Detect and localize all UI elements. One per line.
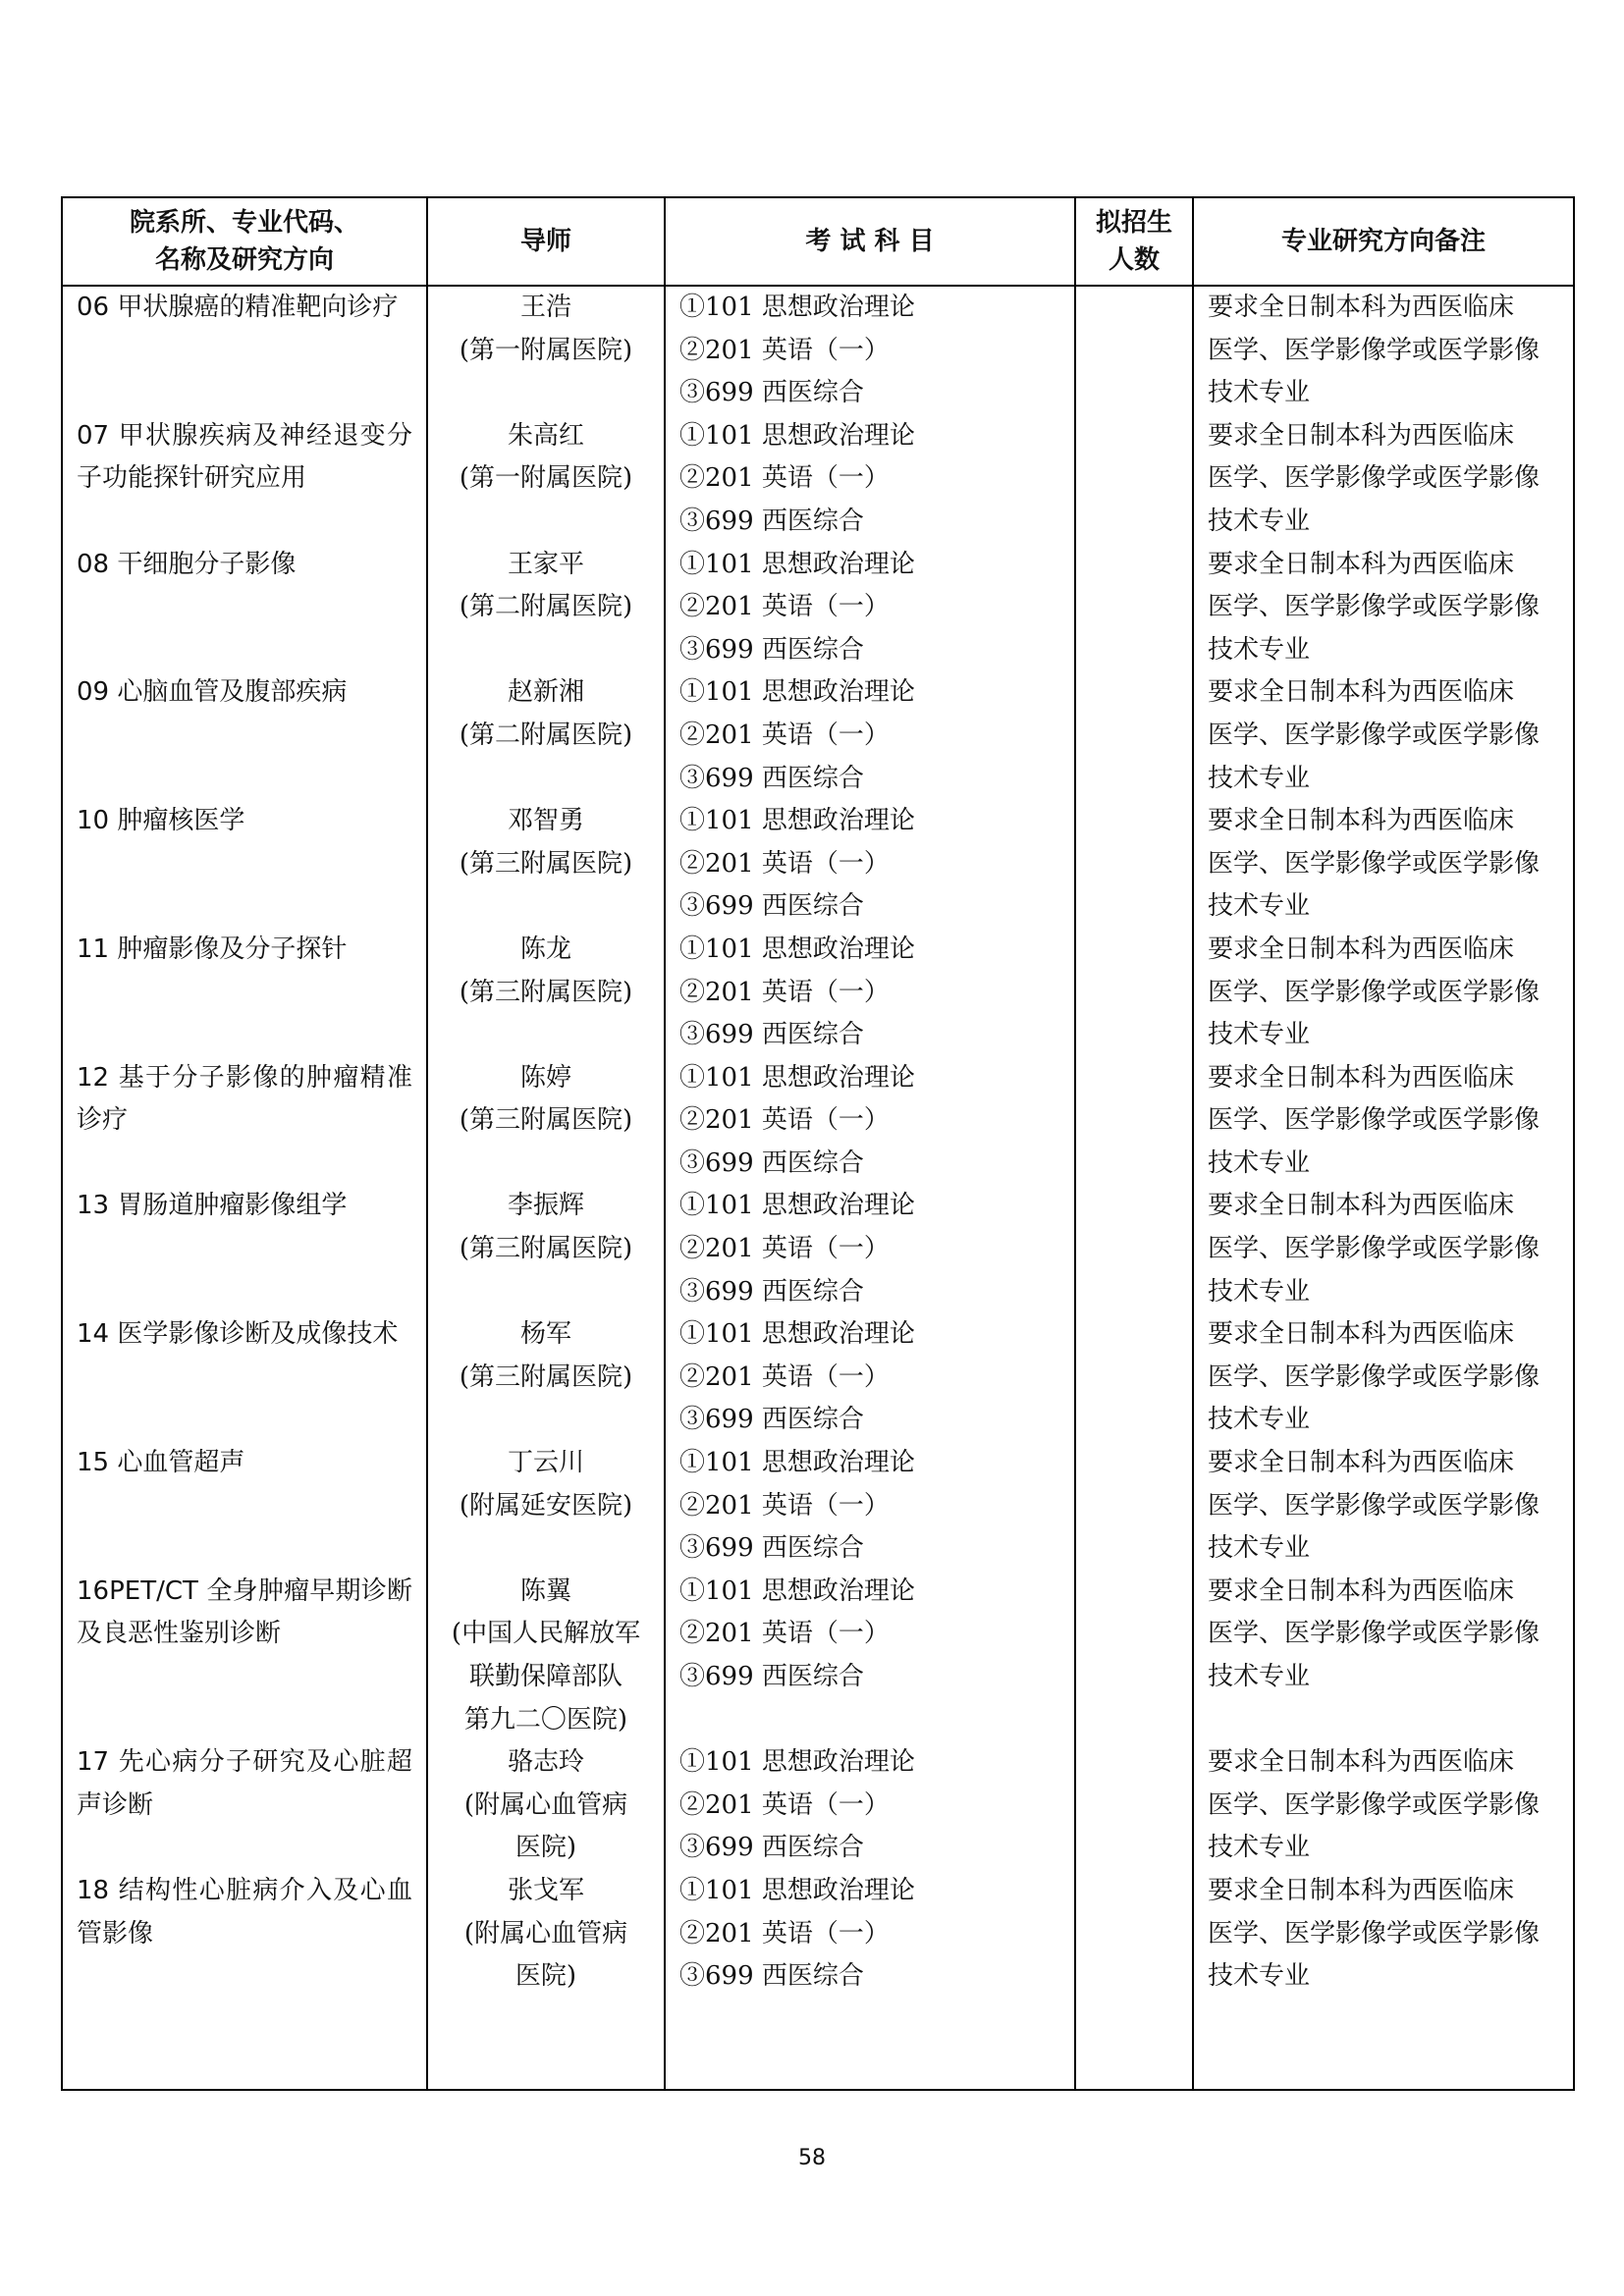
- note-line: 技术专业: [1208, 1961, 1311, 1992]
- note-line: 技术专业: [1208, 506, 1311, 536]
- cell-note: [1193, 1442, 1574, 1571]
- note-line: 技术专业: [1208, 634, 1311, 665]
- cell-direction: [62, 1313, 427, 1442]
- exam-subject: ③699 西医综合: [679, 634, 864, 665]
- header-advisor: 导师: [427, 197, 665, 286]
- exam-subject: ②201 英语（一）: [679, 1789, 890, 1820]
- advisor-affiliation: (第二附属医院): [459, 720, 633, 750]
- exam-subject: ①101 思想政治理论: [679, 1747, 915, 1778]
- note-line: 要求全日制本科为西医临床: [1208, 293, 1515, 322]
- table-row: [62, 929, 1574, 1057]
- exam-subject: ③699 西医综合: [679, 1276, 864, 1307]
- cell-note: [1193, 1571, 1574, 1741]
- cell-quota: [1075, 1571, 1193, 1741]
- note-line: 技术专业: [1208, 1405, 1311, 1435]
- note-line: 医学、医学影像学或医学影像: [1208, 1234, 1541, 1264]
- exam-subject: ③699 西医综合: [679, 1662, 864, 1691]
- note-line: 要求全日制本科为西医临床: [1208, 1747, 1515, 1778]
- header-note: 专业研究方向备注: [1193, 197, 1574, 286]
- advisor-affiliation: (第三附属医院): [459, 977, 633, 1007]
- exam-subject: ①101 思想政治理论: [679, 420, 915, 451]
- cell-direction: [62, 1741, 427, 1870]
- exam-subject: ②201 英语（一）: [679, 1490, 890, 1521]
- direction-name: 肿瘤核医学: [117, 806, 245, 836]
- advisor-affiliation: (第三附属医院): [459, 1362, 633, 1392]
- direction-name: 基于分子影像的肿瘤精准诊疗: [77, 1062, 412, 1136]
- cell-direction: [62, 1571, 427, 1741]
- note-line: 技术专业: [1208, 1533, 1311, 1564]
- header-dept-line1: 院系所、专业代码、: [129, 208, 359, 238]
- cell-advisor: [427, 1571, 665, 1741]
- cell-advisor: [427, 1442, 665, 1571]
- direction-name: 胃肠道肿瘤影像组学: [117, 1191, 348, 1221]
- cell-direction: [62, 1185, 427, 1313]
- note-line: 要求全日制本科为西医临床: [1208, 1575, 1515, 1606]
- note-line: 医学、医学影像学或医学影像: [1208, 977, 1541, 1007]
- note-line: 医学、医学影像学或医学影像: [1208, 592, 1541, 622]
- advisor-name: 王家平: [507, 549, 584, 579]
- direction-code: 07: [77, 420, 110, 451]
- cell-exam-subjects: [665, 1057, 1075, 1186]
- advisor-affiliation: (附属延安医院): [459, 1490, 633, 1521]
- advisor-name: 李振辉: [507, 1191, 584, 1221]
- table-row: [62, 1741, 1574, 1870]
- cell-advisor: [427, 929, 665, 1057]
- exam-subject: ①101 思想政治理论: [679, 549, 915, 579]
- exam-subject: ②201 英语（一）: [679, 720, 890, 750]
- exam-subject: ③699 西医综合: [679, 1833, 864, 1863]
- cell-advisor: [427, 1870, 665, 1999]
- direction-code: 12: [77, 1062, 110, 1093]
- advisor-affiliation: (第一附属医院): [459, 463, 633, 494]
- advisor-name: 丁云川: [507, 1448, 584, 1478]
- table-row: [62, 415, 1574, 544]
- note-line: 要求全日制本科为西医临床: [1208, 934, 1515, 964]
- cell-direction: [62, 671, 427, 800]
- advisor-name: 陈龙: [519, 934, 571, 964]
- cell-direction: [62, 415, 427, 544]
- cell-quota: [1075, 544, 1193, 672]
- advisor-affiliation: (第三附属医院): [459, 1105, 633, 1136]
- note-line: 技术专业: [1208, 1662, 1311, 1691]
- empty-cell: [427, 1999, 665, 2090]
- cell-exam-subjects: [665, 1313, 1075, 1442]
- advisor-affiliation: (第一附属医院): [459, 335, 633, 365]
- cell-exam-subjects: [665, 1741, 1075, 1870]
- exam-subject: ②201 英语（一）: [679, 335, 890, 365]
- empty-cell: [665, 1999, 1075, 2090]
- exam-subject: ③699 西医综合: [679, 763, 864, 793]
- cell-exam-subjects: [665, 1185, 1075, 1313]
- advisor-affiliation: 医院): [514, 1833, 577, 1863]
- note-line: 要求全日制本科为西医临床: [1208, 549, 1515, 579]
- advisor-affiliation: 第九二〇医院): [463, 1704, 628, 1735]
- advisor-affiliation: (附属心血管病: [463, 1789, 628, 1820]
- table-row: [62, 800, 1574, 929]
- exam-subject: ①101 思想政治理论: [679, 1319, 915, 1350]
- note-line: 技术专业: [1208, 1148, 1311, 1178]
- header-quota: [1075, 197, 1193, 286]
- cell-direction: [62, 929, 427, 1057]
- cell-note: [1193, 1741, 1574, 1870]
- exam-subject: ③699 西医综合: [679, 1961, 864, 1992]
- note-line: 要求全日制本科为西医临床: [1208, 1062, 1515, 1093]
- note-line: 要求全日制本科为西医临床: [1208, 420, 1515, 451]
- exam-subject: ③699 西医综合: [679, 1020, 864, 1050]
- direction-code: 13: [77, 1191, 110, 1221]
- note-line: 技术专业: [1208, 1833, 1311, 1863]
- note-line: 要求全日制本科为西医临床: [1208, 677, 1515, 708]
- header-dept-line2: 名称及研究方向: [154, 245, 334, 275]
- exam-subject: ②201 英语（一）: [679, 1619, 890, 1649]
- direction-code: 18: [77, 1875, 110, 1905]
- cell-direction: [62, 1057, 427, 1186]
- note-line: 医学、医学影像学或医学影像: [1208, 720, 1541, 750]
- note-line: 医学、医学影像学或医学影像: [1208, 463, 1541, 494]
- advisor-name: 骆志玲: [507, 1747, 584, 1778]
- advisor-name: 赵新湘: [507, 677, 584, 708]
- advisor-affiliation: (第三附属医院): [459, 1234, 633, 1264]
- cell-direction: [62, 544, 427, 672]
- note-line: 医学、医学影像学或医学影像: [1208, 1490, 1541, 1521]
- exam-subject: ①101 思想政治理论: [679, 1191, 915, 1221]
- cell-exam-subjects: [665, 544, 1075, 672]
- note-line: 要求全日制本科为西医临床: [1208, 806, 1515, 836]
- direction-code: 17: [77, 1747, 110, 1778]
- cell-quota: [1075, 1185, 1193, 1313]
- cell-advisor: [427, 286, 665, 415]
- table-row: [62, 1313, 1574, 1442]
- cell-exam-subjects: [665, 800, 1075, 929]
- direction-name: 结构性心脏病介入及心血管影像: [77, 1875, 412, 1949]
- note-line: 医学、医学影像学或医学影像: [1208, 848, 1541, 879]
- exam-subject: ①101 思想政治理论: [679, 806, 915, 836]
- admission-table-container: [61, 196, 1573, 2091]
- table-row: [62, 1442, 1574, 1571]
- direction-code: 16PET/CT: [77, 1575, 198, 1606]
- note-line: 技术专业: [1208, 1020, 1311, 1050]
- cell-quota: [1075, 1057, 1193, 1186]
- cell-advisor: [427, 671, 665, 800]
- cell-advisor: [427, 1057, 665, 1186]
- cell-advisor: [427, 1741, 665, 1870]
- direction-code: 08: [77, 549, 110, 579]
- header-quota-line1: 拟招生: [1095, 208, 1172, 238]
- advisor-name: 陈翼: [519, 1575, 571, 1606]
- note-line: 医学、医学影像学或医学影像: [1208, 1789, 1541, 1820]
- exam-subject: ①101 思想政治理论: [679, 1448, 915, 1478]
- cell-exam-subjects: [665, 415, 1075, 544]
- advisor-affiliation: (附属心血管病: [463, 1918, 628, 1949]
- cell-quota: [1075, 1870, 1193, 1999]
- advisor-name: 张戈军: [507, 1875, 584, 1905]
- exam-subject: ③699 西医综合: [679, 506, 864, 536]
- cell-direction: [62, 1870, 427, 1999]
- cell-direction: [62, 800, 427, 929]
- header-exam: 考 试 科 目: [665, 197, 1075, 286]
- empty-cell: [1193, 1999, 1574, 2090]
- table-header-row: [62, 197, 1574, 286]
- exam-subject: ③699 西医综合: [679, 1533, 864, 1564]
- exam-subject: ②201 英语（一）: [679, 977, 890, 1007]
- cell-exam-subjects: [665, 1442, 1075, 1571]
- direction-name: 先心病分子研究及心脏超声诊断: [77, 1747, 412, 1820]
- exam-subject: ②201 英语（一）: [679, 1362, 890, 1392]
- empty-cell: [1075, 1999, 1193, 2090]
- table-body: [62, 286, 1574, 2090]
- header-dept: [62, 197, 427, 286]
- exam-subject: ②201 英语（一）: [679, 1918, 890, 1949]
- cell-note: [1193, 671, 1574, 800]
- direction-code: 11: [77, 934, 110, 964]
- advisor-name: 朱高红: [507, 420, 584, 451]
- direction-name: 甲状腺癌的精准靶向诊疗: [117, 293, 399, 322]
- table-row: [62, 286, 1574, 415]
- direction-code: 14: [77, 1319, 110, 1350]
- cell-note: [1193, 800, 1574, 929]
- exam-subject: ①101 思想政治理论: [679, 677, 915, 708]
- cell-note: [1193, 286, 1574, 415]
- cell-quota: [1075, 800, 1193, 929]
- cell-advisor: [427, 800, 665, 929]
- note-line: 要求全日制本科为西医临床: [1208, 1448, 1515, 1478]
- direction-name: 心脑血管及腹部疾病: [117, 677, 348, 708]
- direction-name: 肿瘤影像及分子探针: [117, 934, 348, 964]
- exam-subject: ③699 西医综合: [679, 378, 864, 408]
- cell-exam-subjects: [665, 929, 1075, 1057]
- note-line: 医学、医学影像学或医学影像: [1208, 1105, 1541, 1136]
- cell-exam-subjects: [665, 286, 1075, 415]
- cell-note: [1193, 415, 1574, 544]
- note-line: 技术专业: [1208, 1276, 1311, 1307]
- cell-quota: [1075, 1741, 1193, 1870]
- direction-name: 干细胞分子影像: [117, 549, 297, 579]
- direction-name: 全身肿瘤早期诊断及良恶性鉴别诊断: [77, 1575, 412, 1649]
- direction-code: 15: [77, 1448, 110, 1478]
- note-line: 技术专业: [1208, 891, 1311, 922]
- cell-note: [1193, 1870, 1574, 1999]
- cell-note: [1193, 544, 1574, 672]
- cell-note: [1193, 1057, 1574, 1186]
- advisor-affiliation: 医院): [514, 1961, 577, 1992]
- exam-subject: ①101 思想政治理论: [679, 293, 915, 322]
- advisor-name: 王浩: [519, 293, 571, 322]
- advisor-name: 邓智勇: [507, 806, 584, 836]
- table-bottom-spacer: [62, 1999, 1574, 2090]
- exam-subject: ②201 英语（一）: [679, 848, 890, 879]
- exam-subject: ②201 英语（一）: [679, 1234, 890, 1264]
- cell-note: [1193, 1185, 1574, 1313]
- cell-quota: [1075, 415, 1193, 544]
- note-line: 技术专业: [1208, 763, 1311, 793]
- note-line: 医学、医学影像学或医学影像: [1208, 1918, 1541, 1949]
- note-line: 要求全日制本科为西医临床: [1208, 1875, 1515, 1905]
- direction-code: 06: [77, 293, 110, 322]
- note-line: 医学、医学影像学或医学影像: [1208, 1619, 1541, 1649]
- cell-exam-subjects: [665, 1571, 1075, 1741]
- cell-advisor: [427, 544, 665, 672]
- cell-direction: [62, 1442, 427, 1571]
- table-row: [62, 1571, 1574, 1741]
- direction-name: 医学影像诊断及成像技术: [117, 1319, 399, 1350]
- table-row: [62, 544, 1574, 672]
- cell-direction: [62, 286, 427, 415]
- cell-quota: [1075, 929, 1193, 1057]
- advisor-affiliation: (第三附属医院): [459, 848, 633, 879]
- exam-subject: ③699 西医综合: [679, 1148, 864, 1178]
- direction-name: 甲状腺疾病及神经退变分子功能探针研究应用: [77, 420, 412, 494]
- page-number: 58: [798, 2146, 826, 2170]
- exam-subject: ②201 英语（一）: [679, 592, 890, 622]
- cell-advisor: [427, 1313, 665, 1442]
- note-line: 要求全日制本科为西医临床: [1208, 1191, 1515, 1221]
- cell-quota: [1075, 671, 1193, 800]
- empty-cell: [62, 1999, 427, 2090]
- direction-code: 10: [77, 806, 110, 836]
- table-row: [62, 1185, 1574, 1313]
- advisor-name: 杨军: [519, 1319, 571, 1350]
- table-row: [62, 671, 1574, 800]
- note-line: 医学、医学影像学或医学影像: [1208, 335, 1541, 365]
- cell-advisor: [427, 415, 665, 544]
- cell-note: [1193, 929, 1574, 1057]
- advisor-affiliation: (中国人民解放军: [451, 1619, 641, 1649]
- cell-quota: [1075, 1313, 1193, 1442]
- exam-subject: ③699 西医综合: [679, 1405, 864, 1435]
- table-row: [62, 1057, 1574, 1186]
- advisor-name: 陈婷: [519, 1062, 571, 1093]
- cell-quota: [1075, 286, 1193, 415]
- admission-table: [61, 196, 1575, 2091]
- exam-subject: ②201 英语（一）: [679, 1105, 890, 1136]
- exam-subject: ①101 思想政治理论: [679, 1062, 915, 1093]
- cell-exam-subjects: [665, 671, 1075, 800]
- exam-subject: ①101 思想政治理论: [679, 934, 915, 964]
- exam-subject: ②201 英语（一）: [679, 463, 890, 494]
- exam-subject: ①101 思想政治理论: [679, 1875, 915, 1905]
- header-quota-line2: 人数: [1108, 245, 1160, 275]
- exam-subject: ①101 思想政治理论: [679, 1575, 915, 1606]
- cell-exam-subjects: [665, 1870, 1075, 1999]
- cell-note: [1193, 1313, 1574, 1442]
- note-line: 要求全日制本科为西医临床: [1208, 1319, 1515, 1350]
- table-row: [62, 1870, 1574, 1999]
- direction-code: 09: [77, 677, 110, 708]
- note-line: 医学、医学影像学或医学影像: [1208, 1362, 1541, 1392]
- exam-subject: ③699 西医综合: [679, 891, 864, 922]
- direction-name: 心血管超声: [117, 1448, 245, 1478]
- advisor-affiliation: 联勤保障部队: [468, 1662, 623, 1691]
- cell-advisor: [427, 1185, 665, 1313]
- cell-quota: [1075, 1442, 1193, 1571]
- note-line: 技术专业: [1208, 378, 1311, 408]
- advisor-affiliation: (第二附属医院): [459, 592, 633, 622]
